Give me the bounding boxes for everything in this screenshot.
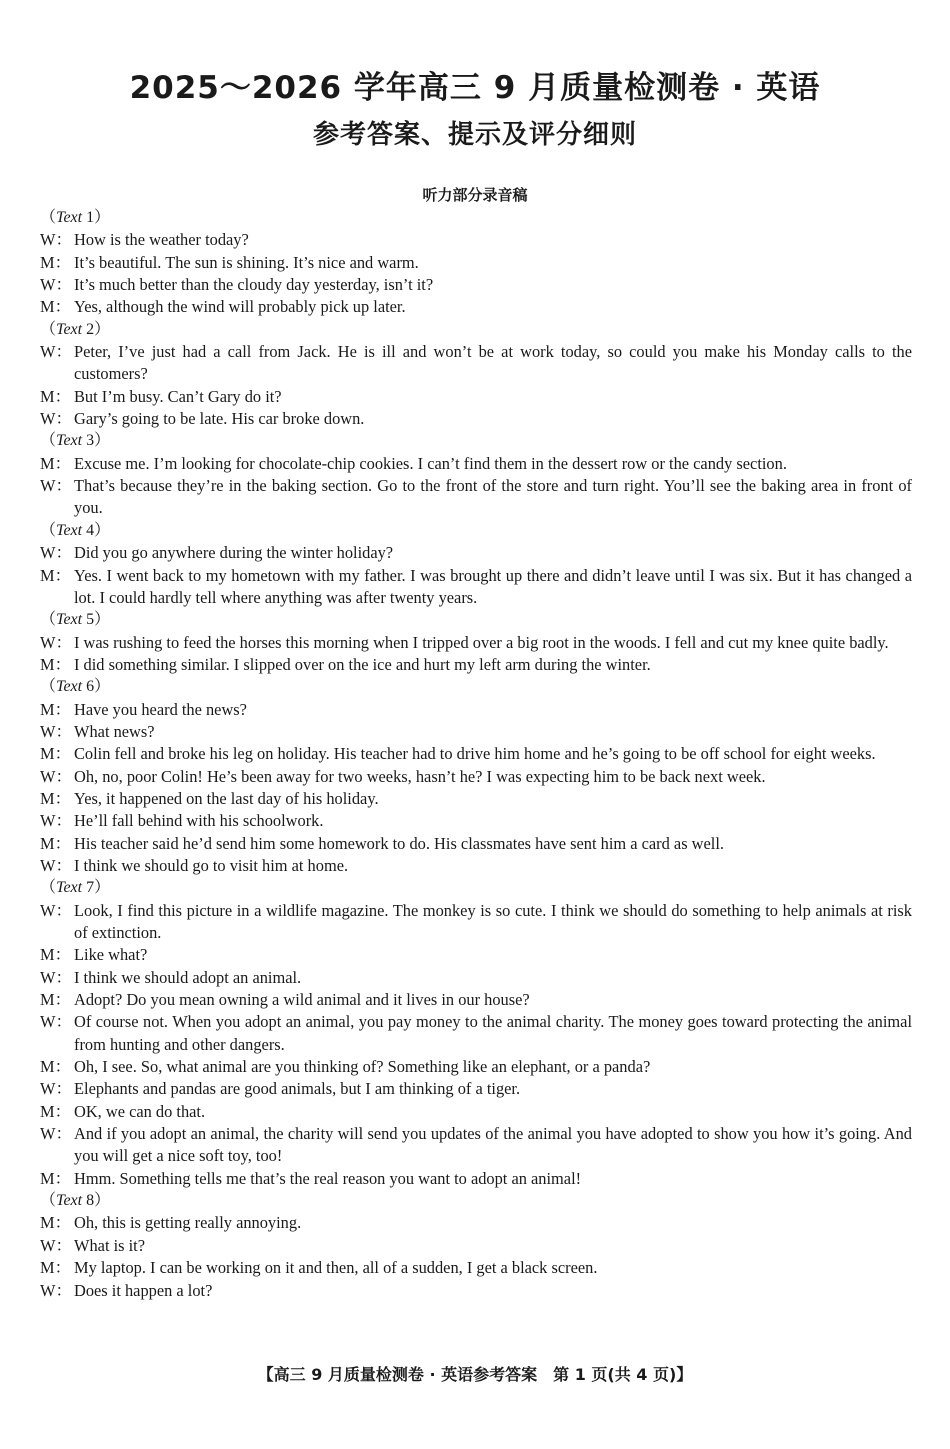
speaker-tag: M： [40,1168,71,1188]
speaker-tag: W： [40,1280,72,1300]
dialogue-line [40,1168,912,1190]
text-section-label: （Text 7） [40,879,111,897]
dialogue-line [40,1101,912,1123]
text-section-label: （Text 2） [40,320,111,338]
speaker-tag: M： [40,386,71,406]
dialogue-text: It’s much better than the cloudy day yesterday, isn’t it? [74,275,434,295]
speaker-tag: W： [40,766,72,786]
dialogue-text: Oh, I see. So, what animal are you thinking of? Something like an elephant, or a panda? [74,1057,651,1077]
dialogue-text: Peter, I’ve just had a call from Jack. He is ill and won’t be at work today, so could you make his Monday calls to the customers? [74,342,912,384]
dialogue-text: I did something similar. I slipped over on the ice and hurt my left arm during the winter. [74,654,651,674]
dialogue-line [40,229,912,251]
dialogue-line [40,274,912,296]
text-section-label: （Text 3） [40,432,111,450]
speaker-tag: M： [40,699,71,719]
speaker-tag: W： [40,543,72,563]
speaker-tag: W： [40,1079,72,1099]
document-subtitle: 参考答案、提示及评分细则 [312,120,637,150]
speaker-tag: W： [40,1235,72,1255]
speaker-tag: W： [40,476,72,496]
dialogue-text: What news? [74,721,155,741]
speaker-tag: W： [40,855,72,875]
text-number: 4 [86,521,95,539]
text-number: 3 [86,432,95,450]
text-number: 6 [86,678,95,696]
dialogue-line [40,833,912,855]
dialogue-line [40,967,912,989]
text-number: 7 [86,879,95,897]
speaker-tag: M： [40,833,71,853]
dialogue-line [40,453,912,475]
document-title: 2025～2026 学年高三 9 月质量检测卷 · 英语 [129,70,821,106]
dialogue-line [40,1280,912,1302]
dialogue-text: But I’m busy. Can’t Gary do it? [74,386,282,406]
speaker-tag: M： [40,297,71,317]
dialogue-line [40,855,912,877]
dialogue-text: Hmm. Something tells me that’s the real reason you want to adopt an animal! [74,1168,582,1188]
dialogue-text: Yes. I went back to my hometown with my father. I was brought up there and didn’t leave until I was six. But it has changed a lot. I could hardly tell where anything was after twenty years. [74,565,912,607]
dialogue-text: I was rushing to feed the horses this morning when I tripped over a big root in the woods. I fell and cut my knee quite badly. [74,632,889,652]
speaker-tag: M： [40,654,71,674]
page-footer: 【高三 9 月质量检测卷 · 英语参考答案 第 1 页(共 4 页)】 [257,1365,693,1384]
dialogue-line [40,810,912,832]
dialogue-line [40,743,912,765]
speaker-tag: W： [40,721,72,741]
text-label-word: Text [56,209,83,226]
speaker-tag: M： [40,1057,71,1077]
dialogue-line [40,542,912,564]
text-label-word: Text [56,879,83,897]
speaker-tag: M： [40,252,71,272]
dialogue-text: Oh, no, poor Colin! He’s been away for two weeks, hasn’t he? I was expecting him to be back next week. [74,766,766,786]
dialogue-text: Look, I find this picture in a wildlife magazine. The monkey is so cute. I think we should do something to help animals at risk of extinction. [74,900,912,942]
text-number: 2 [86,320,95,338]
dialogue-line [40,565,912,610]
text-section-label: （Text 5） [40,611,111,629]
text-section-label: （Text 6） [40,678,111,696]
text-label-word: Text [56,432,83,450]
text-label-word: Text [56,1192,83,1210]
dialogue-text: Like what? [74,945,148,965]
speaker-tag: M： [40,1101,71,1121]
text-label-word: Text [56,678,83,696]
speaker-tag: W： [40,275,72,295]
dialogue-line [40,408,912,430]
dialogue-line [40,989,912,1011]
dialogue-text: Gary’s going to be late. His car broke down. [74,409,365,429]
dialogue-text: How is the weather today? [74,230,249,250]
dialogue-line [40,788,912,810]
text-number: 8 [86,1192,95,1210]
text-section-label: （Text 1） [40,209,111,226]
dialogue-text: I think we should go to visit him at home. [74,855,349,875]
dialogue-text: Does it happen a lot? [74,1280,213,1300]
speaker-tag: W： [40,230,72,250]
section-heading: 听力部分录音稿 [422,186,528,204]
dialogue-text: Colin fell and broke his leg on holiday. His teacher had to drive him home and he’s going to be off school for eight weeks. [74,744,876,764]
dialogue-text: Yes, although the wind will probably pick up later. [74,297,406,317]
speaker-tag: M： [40,945,71,965]
speaker-tag: W： [40,1012,72,1032]
dialogue-line [40,1212,912,1234]
dialogue-line [40,721,912,743]
speaker-tag: M： [40,565,71,585]
dialogue-line [40,766,912,788]
speaker-tag: M： [40,990,71,1010]
dialogue-text: Elephants and pandas are good animals, but I am thinking of a tiger. [74,1079,521,1099]
dialogue-line [40,252,912,274]
speaker-tag: M： [40,1213,71,1233]
listening-transcript [40,207,912,1302]
dialogue-line [40,1078,912,1100]
speaker-tag: W： [40,811,72,831]
dialogue-line [40,386,912,408]
dialogue-text: Of course not. When you adopt an animal, you pay money to the animal charity. The money goes toward protecting the animal from hunting and other dangers. [74,1012,912,1054]
dialogue-line [40,1257,912,1279]
dialogue-text: Excuse me. I’m looking for chocolate-chip cookies. I can’t find them in the dessert row or the candy section. [74,453,787,473]
dialogue-line [40,632,912,654]
speaker-tag: W： [40,1124,72,1144]
dialogue-text: And if you adopt an animal, the charity will send you updates of the animal you have adopted to show you how it’s going. And you will get a nice soft toy, too! [74,1124,912,1166]
dialogue-line [40,1056,912,1078]
dialogue-line [40,654,912,676]
text-section-label: （Text 4） [40,521,111,539]
dialogue-line [40,341,912,386]
dialogue-line [40,1123,912,1168]
dialogue-text: What is it? [74,1235,146,1255]
speaker-tag: M： [40,1258,71,1278]
speaker-tag: M： [40,744,71,764]
dialogue-text: It’s beautiful. The sun is shining. It’s nice and warm. [74,252,419,272]
dialogue-text: He’ll fall behind with his schoolwork. [74,811,324,831]
text-number: 5 [86,611,95,629]
text-number: 1 [86,209,95,226]
text-label-word: Text [56,521,83,539]
dialogue-text: Did you go anywhere during the winter holiday? [74,543,394,563]
dialogue-text: That’s because they’re in the baking section. Go to the front of the store and turn right. You’ll see the baking area in front of you. [74,476,912,518]
speaker-tag: W： [40,967,72,987]
speaker-tag: M： [40,453,71,473]
dialogue-line [40,900,912,945]
dialogue-line [40,1235,912,1257]
speaker-tag: W： [40,409,72,429]
dialogue-text: Oh, this is getting really annoying. [74,1213,302,1233]
dialogue-text: His teacher said he’d send him some homework to do. His classmates have sent him a card as well. [74,833,724,853]
dialogue-text: Adopt? Do you mean owning a wild animal and it lives in our house? [74,990,530,1010]
text-label-word: Text [56,611,83,629]
dialogue-text: My laptop. I can be working on it and then, all of a sudden, I get a black screen. [74,1258,598,1278]
speaker-tag: W： [40,342,72,362]
dialogue-text: Yes, it happened on the last day of his holiday. [74,788,379,808]
dialogue-line [40,1011,912,1056]
dialogue-line [40,296,912,318]
text-section-label: （Text 8） [40,1192,111,1210]
speaker-tag: M： [40,788,71,808]
dialogue-line [40,699,912,721]
dialogue-line [40,475,912,520]
dialogue-text: I think we should adopt an animal. [74,967,302,987]
speaker-tag: W： [40,900,72,920]
dialogue-line [40,944,912,966]
speaker-tag: W： [40,632,72,652]
dialogue-text: Have you heard the news? [74,699,247,719]
dialogue-text: OK, we can do that. [74,1101,206,1121]
text-label-word: Text [56,320,83,338]
